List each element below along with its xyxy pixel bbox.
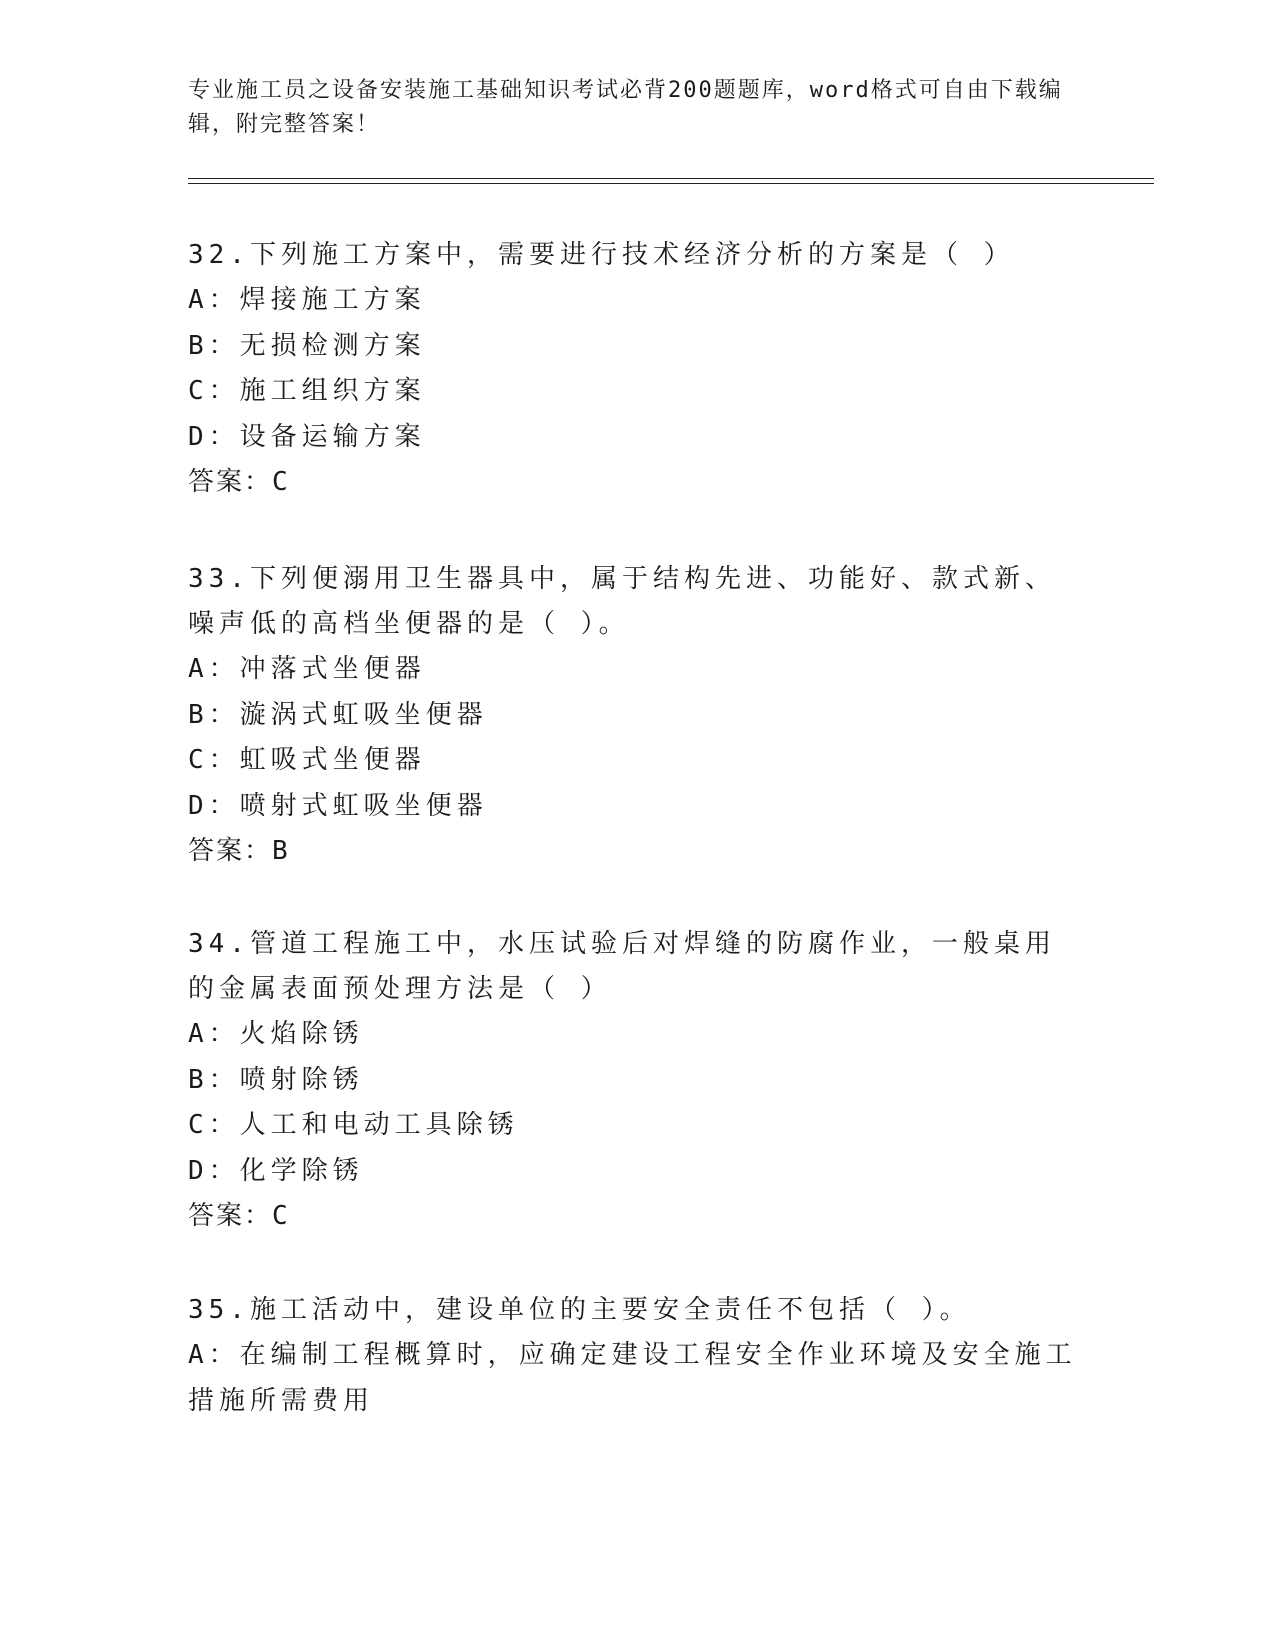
question-35 [188, 1288, 1078, 1424]
option-c: C：虹吸式坐便器 [188, 745, 426, 775]
option-b: B：无损检测方案 [188, 330, 426, 361]
option-a: A：焊接施工方案 [188, 285, 426, 315]
question-stem: 35.施工活动中，建设单位的主要安全责任不包括（ ）。 [188, 1295, 971, 1325]
answer: 答案：B [188, 836, 290, 866]
question-stem: 32.下列施工方案中，需要进行技术经济分析的方案是（ ） [188, 240, 1015, 270]
option-b: B：漩涡式虹吸坐便器 [188, 699, 488, 730]
option-a: A：在编制工程概算时，应确定建设工程安全作业环境及安全施工措施所需费用 [188, 1340, 1077, 1416]
option-d: D：喷射式虹吸坐便器 [188, 790, 488, 821]
question-32 [188, 233, 1078, 506]
answer: 答案：C [188, 1201, 290, 1231]
option-b: B：喷射除锈 [188, 1064, 364, 1095]
option-a: A：火焰除锈 [188, 1019, 364, 1049]
document-header: 专业施工员之设备安装施工基础知识考试必背200题题库，word格式可自由下载编辑，附完整答案！ [188, 78, 1063, 137]
question-stem: 33.下列便溺用卫生器具中，属于结构先进、功能好、款式新、噪声低的高档坐便器的是（ ）。 [188, 564, 1056, 639]
question-stem: 34.管道工程施工中，水压试验后对焊缝的防腐作业，一般桌用的金属表面预处理方法是（ ） [188, 929, 1056, 1004]
header-divider-bottom [188, 183, 1154, 184]
option-c: C：施工组织方案 [188, 376, 426, 406]
question-33 [188, 557, 1078, 875]
option-d: D：设备运输方案 [188, 421, 426, 452]
option-a: A：冲落式坐便器 [188, 654, 426, 684]
option-c: C：人工和电动工具除锈 [188, 1110, 519, 1140]
option-d: D：化学除锈 [188, 1155, 364, 1186]
answer: 答案：C [188, 467, 290, 497]
question-34 [188, 922, 1078, 1240]
header-divider-top [188, 178, 1154, 179]
